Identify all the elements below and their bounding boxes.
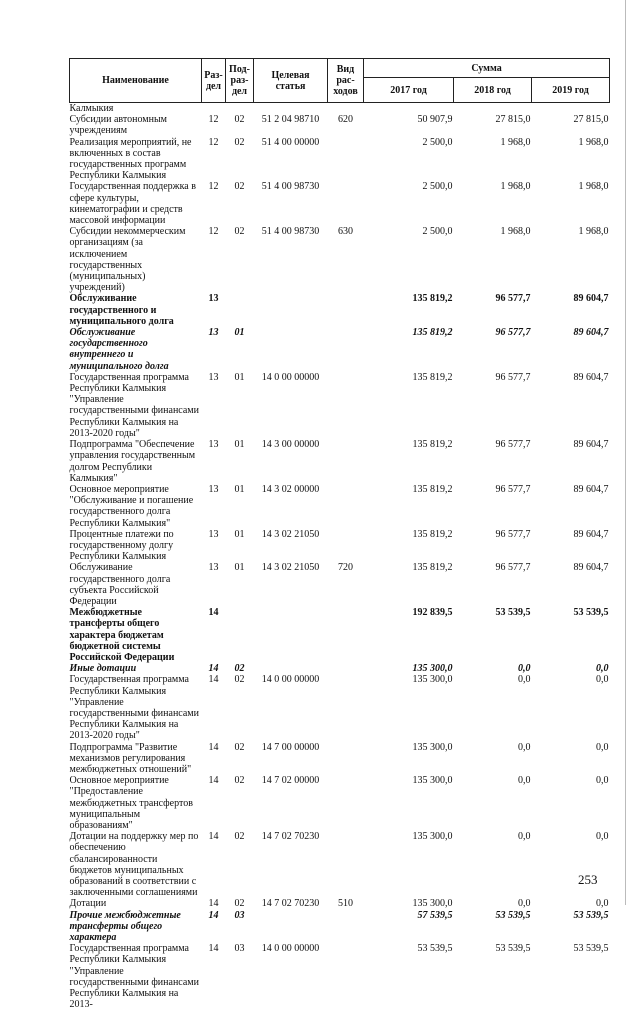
row-podrazdel: 01 — [226, 484, 254, 529]
row-sum-2018: 96 577,7 — [454, 562, 532, 607]
table-row — [70, 372, 610, 439]
row-sum-2019: 0,0 — [532, 674, 610, 741]
row-razdel: 14 — [202, 742, 226, 776]
row-sum-2019: 1 968,0 — [532, 137, 610, 182]
row-sum-2019: 89 604,7 — [532, 372, 610, 439]
row-sum-2017: 2 500,0 — [364, 226, 454, 293]
row-sum-2017: 53 539,5 — [364, 943, 454, 1010]
row-podrazdel: 02 — [226, 742, 254, 776]
row-name: Калмыкия — [70, 103, 202, 115]
row-sum-2017: 135 300,0 — [364, 831, 454, 898]
row-name: Государственная программа Республики Калмыкия "Управление государственными финансами Республики Калмыкия на 2013-2020 годы" — [70, 674, 202, 741]
row-sum-2018: 0,0 — [454, 831, 532, 898]
row-target: 51 4 00 98730 — [254, 181, 328, 226]
row-podrazdel: 02 — [226, 674, 254, 741]
row-podrazdel: 01 — [226, 372, 254, 439]
row-podrazdel: 02 — [226, 831, 254, 898]
row-vid: 510 — [328, 898, 364, 909]
row-target — [254, 293, 328, 327]
row-target: 14 3 02 00000 — [254, 484, 328, 529]
row-sum-2019: 27 815,0 — [532, 114, 610, 136]
row-name: Реализация мероприятий, не включенных в состав государственных программ Республики Калмыкия — [70, 137, 202, 182]
table-row — [70, 898, 610, 909]
table-row — [70, 943, 610, 1010]
row-razdel: 13 — [202, 372, 226, 439]
row-sum-2017: 2 500,0 — [364, 137, 454, 182]
row-vid — [328, 439, 364, 484]
row-razdel: 13 — [202, 293, 226, 327]
row-podrazdel: 03 — [226, 910, 254, 944]
row-sum-2018: 96 577,7 — [454, 293, 532, 327]
row-sum-2019: 89 604,7 — [532, 293, 610, 327]
row-name: Субсидии автономным учреждениям — [70, 114, 202, 136]
row-podrazdel: 02 — [226, 181, 254, 226]
header-podrazdel: Под- раз- дел — [226, 59, 254, 103]
row-target — [254, 103, 328, 115]
row-podrazdel: 02 — [226, 775, 254, 831]
row-razdel: 12 — [202, 114, 226, 136]
row-sum-2019: 89 604,7 — [532, 439, 610, 484]
row-podrazdel — [226, 607, 254, 663]
row-razdel: 13 — [202, 484, 226, 529]
header-summa: Сумма — [364, 59, 610, 78]
table-row — [70, 181, 610, 226]
row-sum-2018: 27 815,0 — [454, 114, 532, 136]
row-target: 14 7 02 70230 — [254, 831, 328, 898]
row-podrazdel: 02 — [226, 137, 254, 182]
row-razdel: 12 — [202, 137, 226, 182]
row-target — [254, 327, 328, 372]
row-sum-2018 — [454, 103, 532, 115]
row-target: 14 0 00 00000 — [254, 372, 328, 439]
row-vid — [328, 943, 364, 1010]
row-name: Государственная программа Республики Калмыкия "Управление государственными финансами Республики Калмыкия на 2013- — [70, 943, 202, 1010]
table-row — [70, 226, 610, 293]
row-sum-2017: 135 819,2 — [364, 327, 454, 372]
header-year-2019: 2019 год — [532, 78, 610, 103]
table-row — [70, 327, 610, 372]
table-body — [70, 103, 610, 1010]
row-sum-2018: 96 577,7 — [454, 327, 532, 372]
row-name: Основное мероприятие "Обслуживание и погашение государственного долга Республики Калмыкия" — [70, 484, 202, 529]
row-razdel: 14 — [202, 898, 226, 909]
row-name: Подпрограмма "Обеспечение управления государственным долгом Республики Калмыкия" — [70, 439, 202, 484]
row-vid: 630 — [328, 226, 364, 293]
row-sum-2018: 96 577,7 — [454, 439, 532, 484]
header-razdel: Раз- дел — [202, 59, 226, 103]
row-podrazdel: 02 — [226, 898, 254, 909]
row-razdel: 13 — [202, 562, 226, 607]
row-sum-2017 — [364, 103, 454, 115]
row-razdel: 14 — [202, 943, 226, 1010]
row-razdel: 12 — [202, 181, 226, 226]
table-row — [70, 137, 610, 182]
table-row — [70, 910, 610, 944]
row-sum-2019: 0,0 — [532, 775, 610, 831]
row-podrazdel: 01 — [226, 562, 254, 607]
row-sum-2017: 135 819,2 — [364, 529, 454, 563]
header-name: Наименование — [70, 59, 202, 103]
table-row — [70, 674, 610, 741]
table-row — [70, 775, 610, 831]
row-sum-2019: 89 604,7 — [532, 529, 610, 563]
row-razdel: 14 — [202, 674, 226, 741]
budget-table — [69, 58, 610, 1010]
row-target: 14 0 00 00000 — [254, 943, 328, 1010]
row-sum-2017: 135 300,0 — [364, 742, 454, 776]
row-vid — [328, 103, 364, 115]
row-name: Основное мероприятие "Предоставление межбюджетных трансфертов муниципальным образованиям" — [70, 775, 202, 831]
budget-table-container — [69, 58, 609, 1010]
row-sum-2017: 50 907,9 — [364, 114, 454, 136]
page-number: 253 — [578, 872, 598, 888]
row-target: 14 3 02 21050 — [254, 529, 328, 563]
row-sum-2019: 1 968,0 — [532, 226, 610, 293]
row-name: Межбюджетные трансферты общего характера бюджетам бюджетной системы Российской Федерации — [70, 607, 202, 663]
row-vid: 720 — [328, 562, 364, 607]
row-podrazdel — [226, 293, 254, 327]
table-row — [70, 103, 610, 115]
header-year-2017: 2017 год — [364, 78, 454, 103]
row-name: Процентные платежи по государственному долгу Республики Калмыкия — [70, 529, 202, 563]
row-vid — [328, 831, 364, 898]
row-sum-2018: 53 539,5 — [454, 607, 532, 663]
header-target: Целевая статья — [254, 59, 328, 103]
row-vid — [328, 529, 364, 563]
row-vid — [328, 742, 364, 776]
table-header — [70, 59, 610, 103]
row-podrazdel: 02 — [226, 226, 254, 293]
row-sum-2018: 1 968,0 — [454, 181, 532, 226]
row-sum-2019: 0,0 — [532, 898, 610, 909]
row-sum-2018: 53 539,5 — [454, 943, 532, 1010]
table-row — [70, 529, 610, 563]
row-sum-2018: 0,0 — [454, 775, 532, 831]
row-sum-2017: 135 819,2 — [364, 439, 454, 484]
row-sum-2019: 53 539,5 — [532, 943, 610, 1010]
row-name: Дотации — [70, 898, 202, 909]
row-vid — [328, 137, 364, 182]
row-podrazdel: 03 — [226, 943, 254, 1010]
row-sum-2019: 0,0 — [532, 831, 610, 898]
row-target — [254, 663, 328, 674]
table-row — [70, 484, 610, 529]
table-row — [70, 742, 610, 776]
row-razdel: 13 — [202, 439, 226, 484]
row-sum-2018: 1 968,0 — [454, 137, 532, 182]
header-year-2018: 2018 год — [454, 78, 532, 103]
row-name: Субсидии некоммерческим организациям (за исключением государственных (муниципальных) учреждений) — [70, 226, 202, 293]
row-sum-2019: 1 968,0 — [532, 181, 610, 226]
row-sum-2017: 135 300,0 — [364, 898, 454, 909]
row-name: Государственная поддержка в сфере культуры, кинематографии и средств массовой информации — [70, 181, 202, 226]
row-sum-2018: 0,0 — [454, 674, 532, 741]
row-sum-2018: 1 968,0 — [454, 226, 532, 293]
row-vid — [328, 181, 364, 226]
row-vid — [328, 327, 364, 372]
row-sum-2017: 135 819,2 — [364, 293, 454, 327]
table-row — [70, 663, 610, 674]
row-razdel — [202, 103, 226, 115]
row-razdel: 13 — [202, 327, 226, 372]
table-row — [70, 831, 610, 898]
row-target: 14 3 00 00000 — [254, 439, 328, 484]
row-sum-2018: 53 539,5 — [454, 910, 532, 944]
row-name: Обслуживание государственного внутреннего и муниципального долга — [70, 327, 202, 372]
row-sum-2019: 0,0 — [532, 663, 610, 674]
row-sum-2017: 135 819,2 — [364, 372, 454, 439]
row-sum-2017: 135 300,0 — [364, 775, 454, 831]
row-name: Обслуживание государственного и муниципального долга — [70, 293, 202, 327]
row-sum-2019: 53 539,5 — [532, 910, 610, 944]
header-vid: Вид рас- ходов — [328, 59, 364, 103]
row-vid — [328, 607, 364, 663]
row-vid — [328, 484, 364, 529]
row-vid: 620 — [328, 114, 364, 136]
row-target — [254, 607, 328, 663]
row-sum-2017: 57 539,5 — [364, 910, 454, 944]
row-vid — [328, 372, 364, 439]
table-row — [70, 114, 610, 136]
row-target: 14 7 02 70230 — [254, 898, 328, 909]
row-razdel: 14 — [202, 775, 226, 831]
row-name: Подпрограмма "Развитие механизмов регулирования межбюджетных отношений" — [70, 742, 202, 776]
row-sum-2017: 192 839,5 — [364, 607, 454, 663]
row-sum-2018: 0,0 — [454, 742, 532, 776]
row-target: 51 4 00 00000 — [254, 137, 328, 182]
row-sum-2017: 135 819,2 — [364, 484, 454, 529]
row-target: 14 3 02 21050 — [254, 562, 328, 607]
row-sum-2018: 96 577,7 — [454, 372, 532, 439]
row-target: 14 0 00 00000 — [254, 674, 328, 741]
row-razdel: 14 — [202, 607, 226, 663]
row-sum-2019: 0,0 — [532, 742, 610, 776]
row-podrazdel — [226, 103, 254, 115]
row-sum-2019: 53 539,5 — [532, 607, 610, 663]
row-target: 14 7 02 00000 — [254, 775, 328, 831]
row-sum-2018: 0,0 — [454, 663, 532, 674]
row-sum-2018: 0,0 — [454, 898, 532, 909]
row-podrazdel: 01 — [226, 439, 254, 484]
row-podrazdel: 02 — [226, 114, 254, 136]
table-row — [70, 562, 610, 607]
row-sum-2019: 89 604,7 — [532, 562, 610, 607]
row-name: Прочие межбюджетные трансферты общего характера — [70, 910, 202, 944]
row-name: Государственная программа Республики Калмыкия "Управление государственными финансами Республики Калмыкия на 2013-2020 годы" — [70, 372, 202, 439]
row-name: Иные дотации — [70, 663, 202, 674]
row-sum-2019: 89 604,7 — [532, 484, 610, 529]
row-sum-2017: 135 300,0 — [364, 663, 454, 674]
row-sum-2017: 135 819,2 — [364, 562, 454, 607]
row-sum-2019 — [532, 103, 610, 115]
row-sum-2018: 96 577,7 — [454, 529, 532, 563]
row-razdel: 14 — [202, 831, 226, 898]
row-target: 51 4 00 98730 — [254, 226, 328, 293]
table-row — [70, 607, 610, 663]
row-vid — [328, 293, 364, 327]
row-name: Дотации на поддержку мер по обеспечению сбалансированности бюджетов муниципальных образований в соответствии с заключенными соглашениями — [70, 831, 202, 898]
row-sum-2018: 96 577,7 — [454, 484, 532, 529]
row-vid — [328, 775, 364, 831]
row-target: 14 7 00 00000 — [254, 742, 328, 776]
scan-edge-line — [625, 0, 626, 905]
row-name: Обслуживание государственного долга субъекта Российской Федерации — [70, 562, 202, 607]
row-sum-2017: 135 300,0 — [364, 674, 454, 741]
row-vid — [328, 910, 364, 944]
row-podrazdel: 01 — [226, 327, 254, 372]
row-target — [254, 910, 328, 944]
row-razdel: 14 — [202, 910, 226, 944]
row-razdel: 14 — [202, 663, 226, 674]
row-target: 51 2 04 98710 — [254, 114, 328, 136]
row-podrazdel: 02 — [226, 663, 254, 674]
row-podrazdel: 01 — [226, 529, 254, 563]
row-razdel: 13 — [202, 529, 226, 563]
row-vid — [328, 663, 364, 674]
row-sum-2017: 2 500,0 — [364, 181, 454, 226]
table-row — [70, 293, 610, 327]
table-row — [70, 439, 610, 484]
row-razdel: 12 — [202, 226, 226, 293]
row-sum-2019: 89 604,7 — [532, 327, 610, 372]
row-vid — [328, 674, 364, 741]
